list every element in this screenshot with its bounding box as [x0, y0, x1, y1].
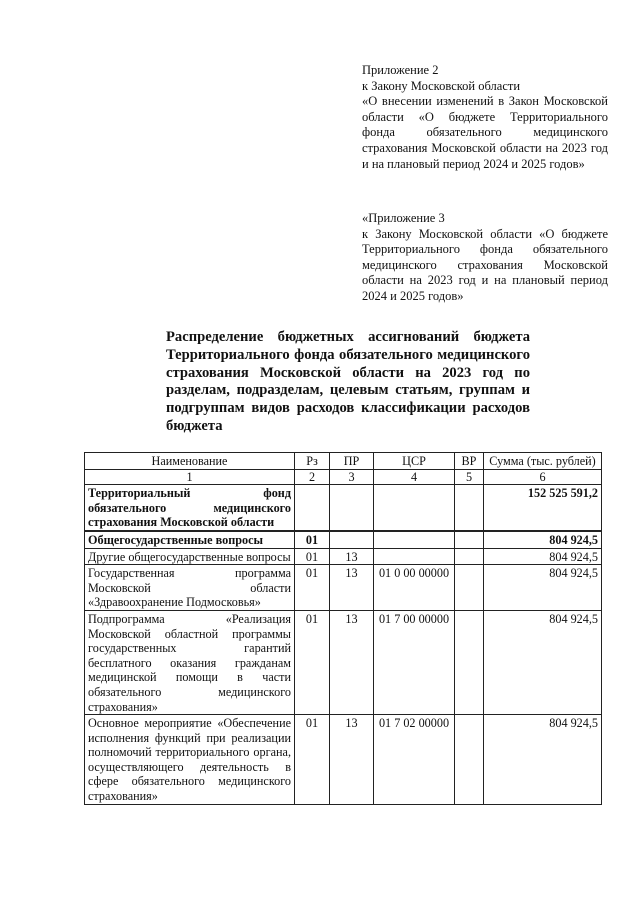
header-pr: ПР — [330, 453, 374, 470]
header-sum: Сумма (тыс. рублей) — [484, 453, 602, 470]
row-pr — [330, 485, 374, 531]
header-rz: Рз — [295, 453, 330, 470]
table-row — [85, 715, 602, 805]
header-csr: ЦСР — [374, 453, 455, 470]
document-title: Распределение бюджетных ассигнований бюджета Территориального фонда обязательного медицинского страхования Московской области на 2023 год по разделам, подразделам, целевым статьям, группам и подгруппам видов расходов классификации расходов бюджета — [166, 329, 530, 434]
row-rz: 01 — [295, 610, 330, 714]
table-row — [85, 610, 602, 714]
row-sum: 152 525 591,2 — [484, 485, 602, 531]
row-sum: 804 924,5 — [484, 531, 602, 548]
row-vr — [455, 610, 484, 714]
row-name: Другие общегосударственные вопросы — [85, 548, 295, 565]
row-rz: 01 — [295, 715, 330, 805]
row-csr: 01 7 00 00000 — [374, 610, 455, 714]
table-row — [85, 531, 602, 548]
appendix-2-header — [362, 63, 608, 172]
row-pr: 13 — [330, 610, 374, 714]
row-sum: 804 924,5 — [484, 548, 602, 565]
appendix-2-law-title: «О внесении изменений в Закон Московской области «О бюджете Территориального фонда обязательного медицинского страхования Московской области на 2023 год и на плановый период 2024 и 2025 годов» — [362, 94, 608, 171]
appendix-3-law-title: к Закону Московской области «О бюджете Территориального фонда обязательного медицинского страхования Московской области на 2023 год и на плановый период 2024 и 2025 годов» — [362, 226, 608, 303]
column-number: 4 — [374, 469, 455, 485]
row-csr: 01 0 00 00000 — [374, 565, 455, 611]
row-rz: 01 — [295, 548, 330, 565]
row-vr — [455, 715, 484, 805]
row-rz — [295, 485, 330, 531]
header-name: Наименование — [85, 453, 295, 470]
column-number: 2 — [295, 469, 330, 485]
column-number: 5 — [455, 469, 484, 485]
table-row — [85, 548, 602, 565]
column-number: 1 — [85, 469, 295, 485]
row-vr — [455, 565, 484, 611]
row-sum: 804 924,5 — [484, 565, 602, 611]
row-pr: 13 — [330, 548, 374, 565]
appendix-2-label: Приложение 2 — [362, 63, 439, 77]
row-csr — [374, 531, 455, 548]
row-pr: 13 — [330, 565, 374, 611]
row-csr — [374, 548, 455, 565]
row-sum: 804 924,5 — [484, 715, 602, 805]
table-row — [85, 485, 602, 531]
row-csr — [374, 485, 455, 531]
row-name: Территориальный фонд обязательного медицинского страхования Московской области — [85, 485, 295, 531]
row-rz: 01 — [295, 565, 330, 611]
column-number: 3 — [330, 469, 374, 485]
header-vr: ВР — [455, 453, 484, 470]
row-name: Государственная программа Московской области «Здравоохранение Подмосковья» — [85, 565, 295, 611]
row-name: Общегосударственные вопросы — [85, 531, 295, 548]
row-pr — [330, 531, 374, 548]
column-number-row — [85, 469, 602, 485]
row-name: Подпрограмма «Реализация Московской областной программы государственных гарантий бесплатного оказания гражданам медицинской помощи в части обязательного медицинского страхования» — [85, 610, 295, 714]
row-pr: 13 — [330, 715, 374, 805]
row-name: Основное мероприятие «Обеспечение исполнения функций при реализации полномочий территориального органа, осуществляющего деятельность в сфере обязательного медицинского страхования» — [85, 715, 295, 805]
appendix-2-law-ref: к Закону Московской области — [362, 78, 521, 93]
table-row — [85, 565, 602, 611]
row-vr — [455, 485, 484, 531]
table-header-row — [85, 453, 602, 470]
budget-allocation-table — [84, 452, 602, 805]
row-rz: 01 — [295, 531, 330, 548]
row-vr — [455, 548, 484, 565]
appendix-3-header — [362, 211, 608, 305]
column-number: 6 — [484, 469, 602, 485]
row-vr — [455, 531, 484, 548]
appendix-3-label: «Приложение 3 — [362, 211, 445, 225]
row-csr: 01 7 02 00000 — [374, 715, 455, 805]
row-sum: 804 924,5 — [484, 610, 602, 714]
